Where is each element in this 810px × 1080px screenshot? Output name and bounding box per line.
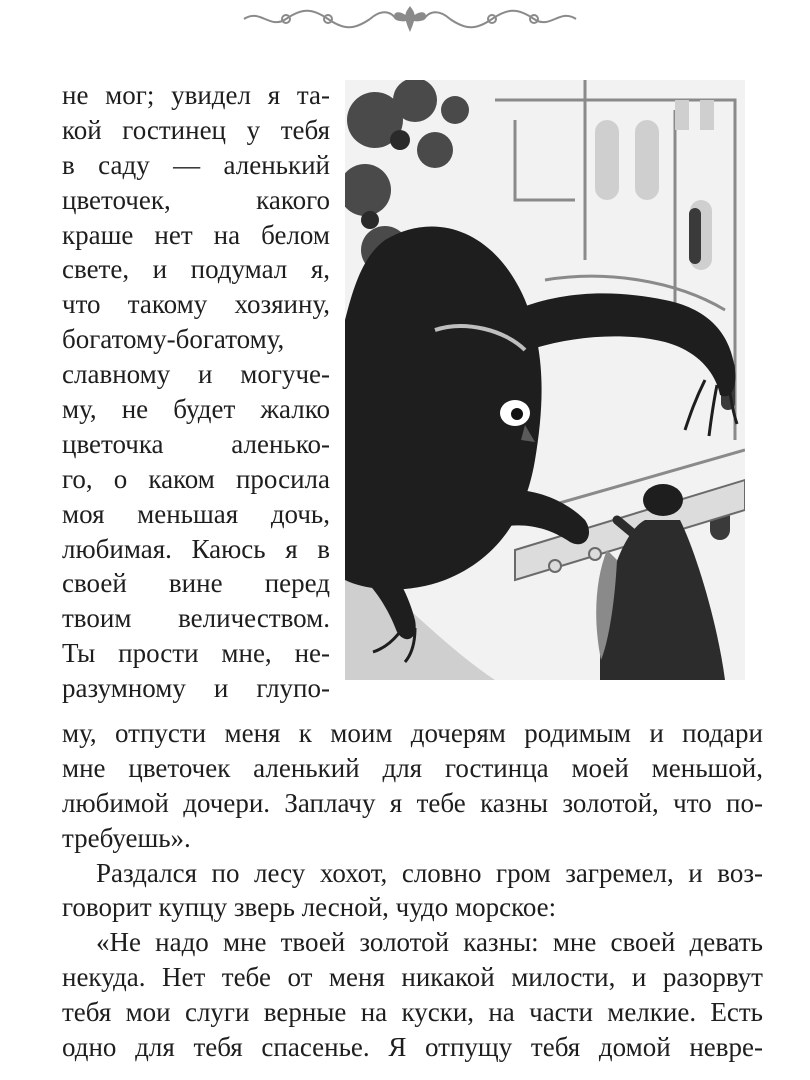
text-line: разумному и глупо- [62,673,330,704]
floral-ornament-icon [240,2,580,36]
text-line: цветочек, какого [62,184,330,215]
text-line: Ты прости мне, не- [62,638,330,669]
text-line: богатому-богатому, [62,324,285,355]
text-line: говорит купцу зверь лесной, чудо морское: [62,892,557,923]
paragraph-first-line: Раздался по лесу хохот, словно гром загремел, и воз- [96,857,763,888]
text-line: не мог; увидел я та- [62,80,330,110]
text-line: любимая. Каюсь я в [62,533,330,564]
text-line: требуешь». [62,822,191,853]
narrow-text-column [62,78,330,706]
text-line: твоим величеством. [62,603,330,634]
text-line: что такому хозяину, [62,289,330,320]
text-line: свете, и подумал я, [62,254,330,285]
text-line: своей вине перед [62,568,330,599]
text-line: мне цветочек аленький для гостинца моей меньшой, [62,752,763,783]
beast-and-merchant-illustration-icon [345,80,745,680]
text-line: некуда. Нет тебе от меня никакой милости, и разорвут [62,962,763,993]
text-line: му, отпусти меня к моим дочерям родимым и подари [62,718,763,748]
text-line: одно для тебя спасенье. Я отпущу тебя домой невре- [62,1032,763,1063]
text-line: го, о каком просила [62,463,330,494]
full-width-text-column [62,716,763,1065]
text-line: му, не будет жалко [62,394,330,425]
text-line: краше нет на белом [62,219,330,250]
text-line: в саду — аленький [62,149,330,180]
text-line: любимой дочери. Заплачу я тебе казны золотой, что по- [62,787,763,818]
paragraph-first-line: «Не надо мне твоей золотой казны: мне своей девать [96,927,763,958]
text-line: моя меньшая дочь, [62,498,330,529]
text-line: славному и могуче- [62,359,330,390]
text-line: кой гостинец у тебя [62,114,330,145]
text-line: цветочка аленько- [62,428,330,459]
text-line: тебя мои слуги верные на куски, на части мелкие. Есть [62,997,763,1028]
